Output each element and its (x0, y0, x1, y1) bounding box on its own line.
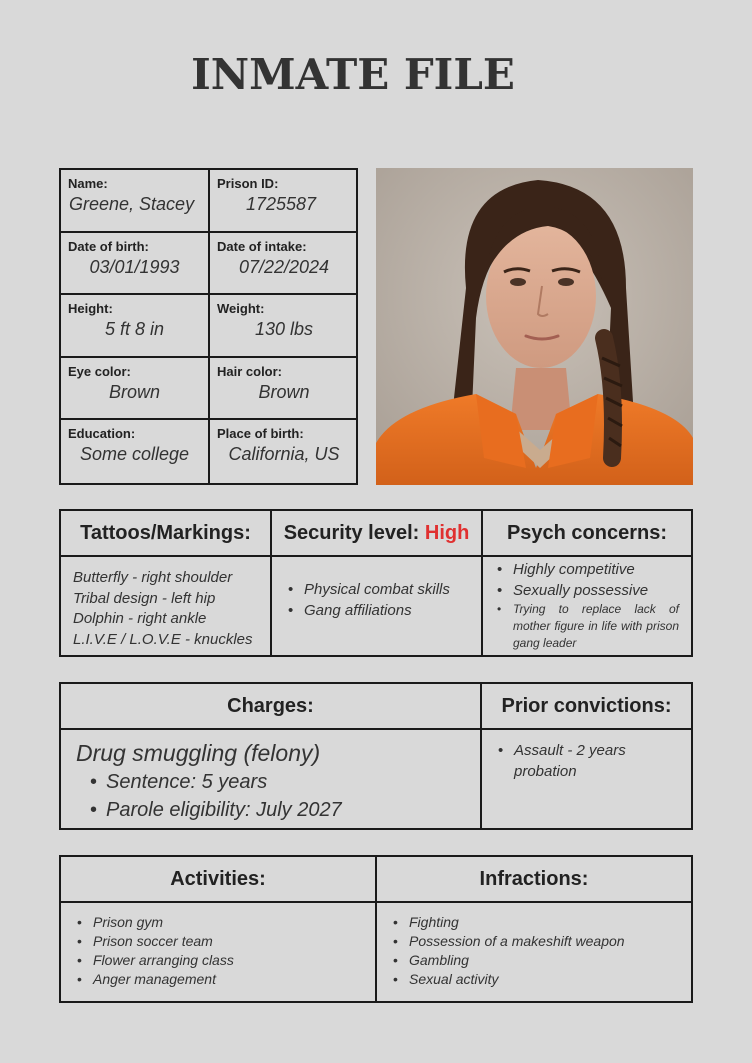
inmate-photo (376, 168, 693, 485)
info-cell-education: Education: Some college (61, 420, 210, 483)
psych-note: • Trying to replace lack of mother figure in life with prison gang leader (493, 601, 679, 652)
charge-item: • Parole eligibility: July 2027 (86, 796, 480, 824)
info-cell-birthplace: Place of birth: California, US (217, 426, 340, 465)
info-cell-intake: Date of intake: 07/22/2024 (210, 233, 358, 296)
charge-main: Drug smuggling (felony) (76, 740, 321, 766)
activity-item: • Anger management (73, 970, 375, 989)
info-cell-hair-color: Hair color: Brown (210, 358, 358, 421)
profile-table (59, 509, 693, 657)
tattoo-item: Dolphin - right ankle (73, 610, 207, 627)
psych-item: • Sexually possessive (493, 580, 679, 601)
security-header: Security level: High (272, 511, 483, 555)
infractions-list (377, 903, 691, 1001)
info-cell-weight: Weight: 130 lbs (210, 295, 358, 358)
infraction-item: • Fighting (389, 913, 691, 932)
charges-header: Charges: (61, 684, 482, 728)
activities-list (61, 903, 377, 1001)
infraction-item: • Gambling (389, 951, 691, 970)
security-level-value: High (424, 521, 470, 544)
activities-header: Activities: (61, 857, 377, 901)
tattoo-item: L.I.V.E / L.O.V.E - knuckles (73, 630, 253, 648)
page-title: INMATE FILE (191, 50, 515, 99)
tattoo-item: Butterfly - right shoulder (73, 569, 233, 586)
inmate-info-grid (59, 168, 358, 485)
security-item: • Gang affiliations (284, 600, 481, 621)
prior-item: • Assault - 2 years probation (494, 740, 679, 782)
activity-item: • Flower arranging class (73, 951, 375, 970)
tattoos-header: Tattoos/Markings: (61, 511, 272, 555)
security-list (272, 557, 483, 655)
charge-item: • Sentence: 5 years (86, 768, 480, 796)
activity-item: • Prison soccer team (73, 932, 375, 951)
info-cell-prison-id: Prison ID: 1725587 (210, 170, 358, 233)
psych-list (483, 557, 691, 655)
infractions-header: Infractions: (479, 867, 589, 890)
info-cell-height: Height: 5 ft 8 in (61, 295, 210, 358)
tattoo-item: Tribal design - left hip (73, 589, 216, 607)
charges-list (61, 730, 482, 828)
infraction-item: • Possession of a makeshift weapon (389, 932, 691, 951)
activities-table (59, 855, 693, 1003)
infraction-item: • Sexual activity (389, 970, 691, 989)
info-cell-name: Name: Greene, Stacey (61, 170, 210, 233)
security-item: • Physical combat skills (284, 579, 481, 600)
tattoos-list (61, 557, 272, 655)
activity-item: • Prison gym (73, 913, 375, 932)
prior-convictions-header: Prior convictions: (501, 694, 672, 717)
prior-list (482, 730, 691, 828)
info-cell-eye-color: Eye color: Brown (61, 358, 210, 421)
charges-table (59, 682, 693, 830)
psych-header: Psych concerns: (506, 521, 668, 544)
info-cell-dob: Date of birth: 03/01/1993 (61, 233, 210, 296)
psych-item: • Highly competitive (493, 559, 679, 580)
